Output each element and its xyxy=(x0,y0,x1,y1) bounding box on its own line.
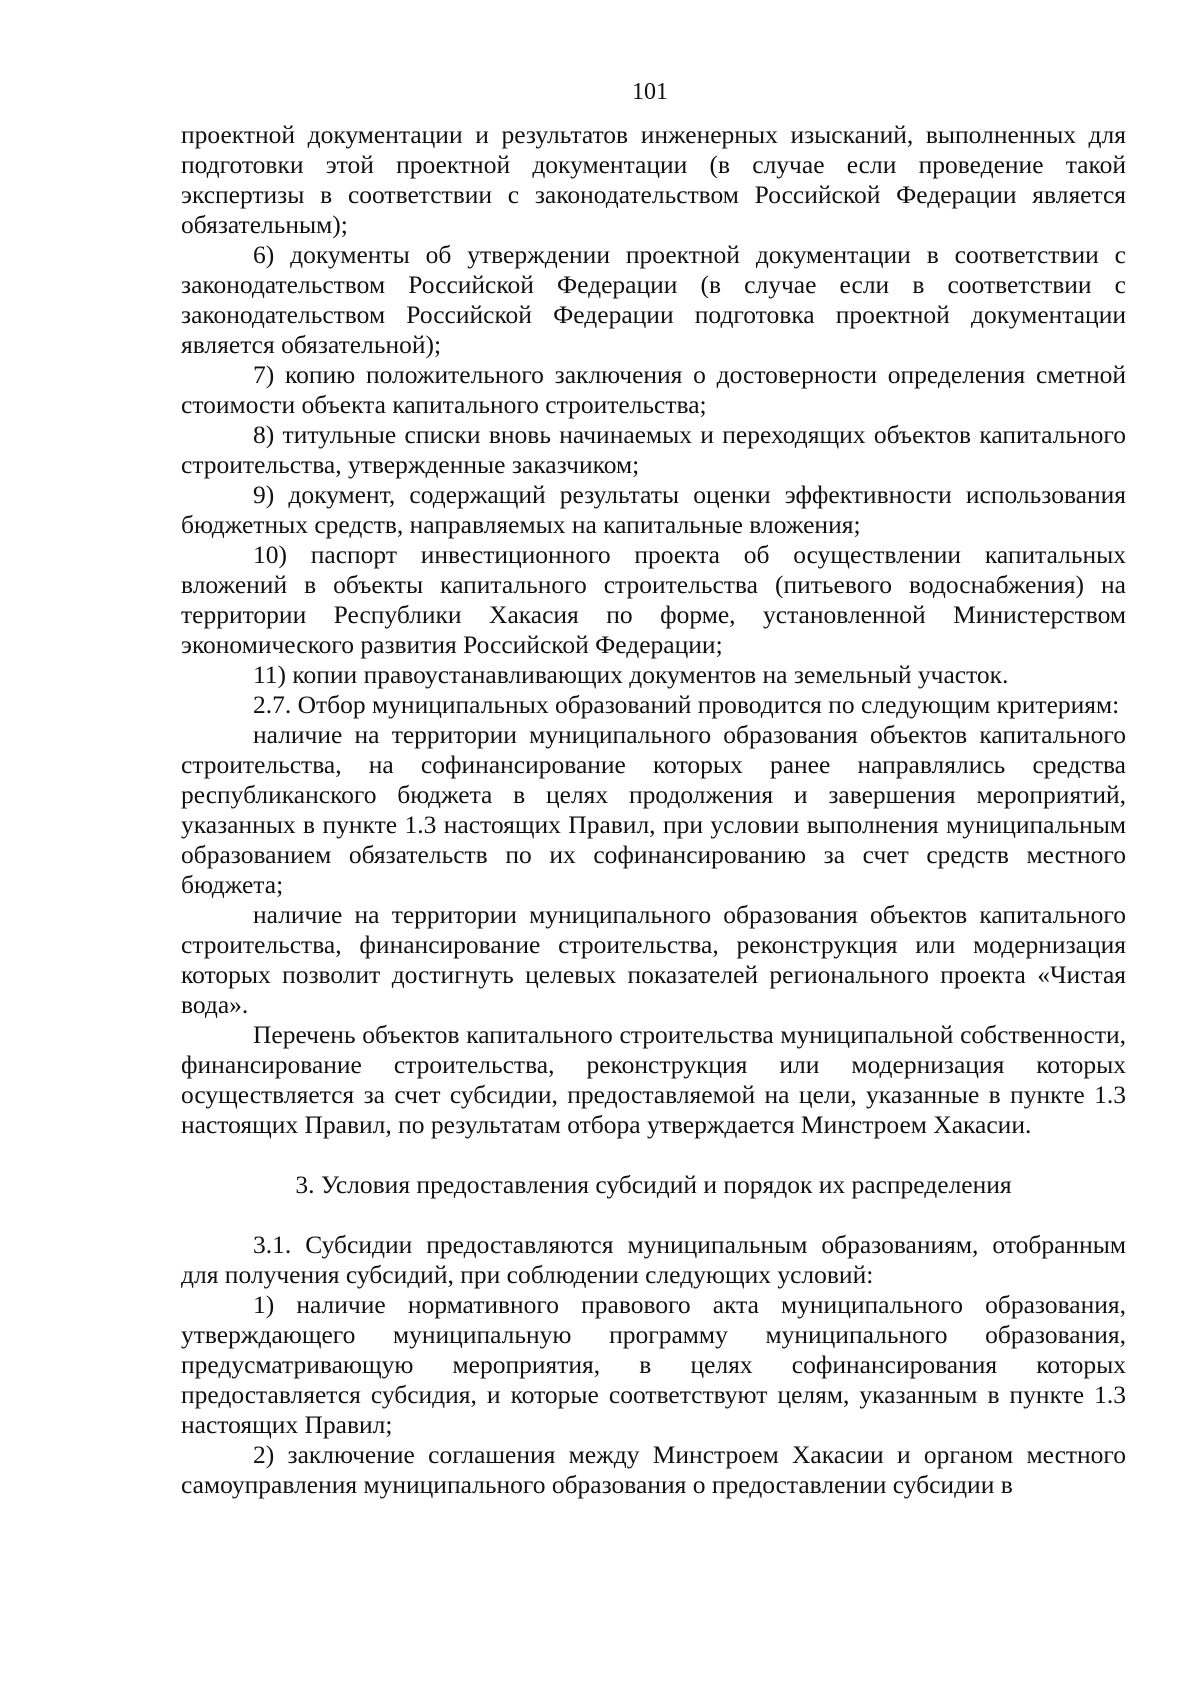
paragraph-item-6: 6) документы об утверждении проектной документации в соответствии с законодательством Российской Федерации (в случае если в соответствии с законодательством Российской Федерации подготовка проектной документации является обязательной); xyxy=(181,240,1126,359)
page-number: 101 xyxy=(632,79,668,105)
paragraph-item-11: 11) копии правоустанавливающих документов на земельный участок. xyxy=(253,660,1009,689)
paragraph-item-8: 8) титульные списки вновь начинаемых и переходящих объектов капитального строительства, утвержденные заказчиком; xyxy=(181,420,1126,479)
paragraph-item-7: 7) копию положительного заключения о достоверности определения сметной стоимости объекта капитального строительства; xyxy=(181,360,1126,419)
paragraph-criterion-1: наличие на территории муниципального образования объектов капитального строительства, на софинансирование которых ранее направлялись средства республиканского бюджета в целях продолжения и завершения мероприятий, указанных в пункте 1.3 настоящих Правил, при условии выполнения муниципальным образованием обязательств по их софинансированию за счет средств местного бюджета; xyxy=(181,720,1126,899)
paragraph-condition-2: 2) заключение соглашения между Минстроем Хакасии и органом местного самоуправления муниципального образования о предоставлении субсидии в xyxy=(181,1440,1126,1499)
paragraph-item-9: 9) документ, содержащий результаты оценки эффективности использования бюджетных средств, направляемых на капитальные вложения; xyxy=(181,480,1126,539)
paragraph-continuation: проектной документации и результатов инженерных изысканий, выполненных для подготовки этой проектной документации (в случае если проведение такой экспертизы в соответствии с законодательством Российской Федерации является обязательным); xyxy=(181,120,1126,239)
paragraph-condition-1: 1) наличие нормативного правового акта муниципального образования, утверждающего муниципальную программу муниципального образования, предусматривающую мероприятия, в целях софинансирования которых предоставляется субсидия, и которые соответствуют целям, указанным в пункте 1.3 настоящих Правил; xyxy=(181,1290,1126,1439)
paragraph-item-10: 10) паспорт инвестиционного проекта об осуществлении капитальных вложений в объекты капитального строительства (питьевого водоснабжения) на территории Республики Хакасия по форме, установленной Министерством экономического развития Российской Федерации; xyxy=(181,540,1126,659)
paragraph-object-list: Перечень объектов капитального строительства муниципальной собственности, финансирование строительства, реконструкция или модернизация которых осуществляется за счет субсидии, предоставляемой на цели, указанные в пункте 1.3 настоящих Правил, по результатам отбора утверждается Минстроем Хакасии. xyxy=(181,1020,1126,1139)
paragraph-2-7: 2.7. Отбор муниципальных образований проводится по следующим критериям: xyxy=(253,690,1120,719)
section-heading: 3. Условия предоставления субсидий и порядок их распределения xyxy=(295,1170,1012,1199)
paragraph-criterion-2: наличие на территории муниципального образования объектов капитального строительства, финансирование строительства, реконструкция или модернизация которых позволит достигнуть целевых показателей регионального проекта «Чистая вода». xyxy=(181,900,1126,1019)
document-body xyxy=(181,120,1126,1500)
paragraph-3-1: 3.1. Субсидии предоставляются муниципальным образованиям, отобранным для получения субсидий, при соблюдении следующих условий: xyxy=(181,1230,1126,1289)
